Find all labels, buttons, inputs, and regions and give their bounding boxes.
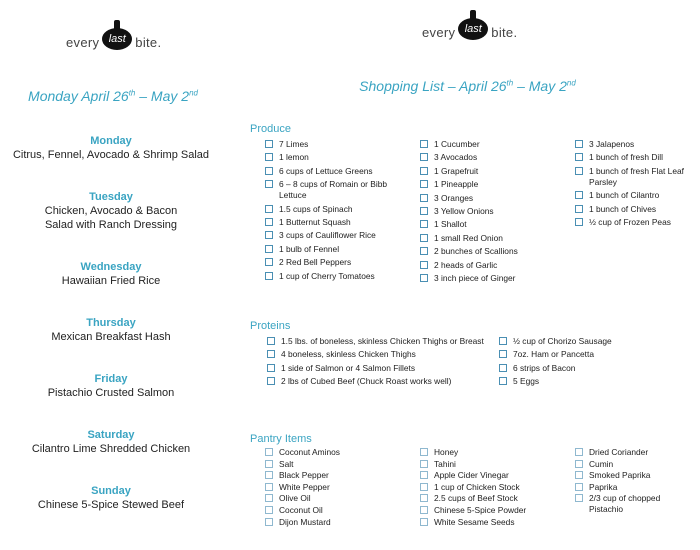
checkbox[interactable]	[265, 494, 273, 502]
checklist-item-label: 1 bunch of fresh Dill	[589, 152, 664, 163]
checkbox[interactable]	[265, 258, 273, 266]
checkbox[interactable]	[265, 506, 273, 514]
checklist-item-label: 3 inch piece of Ginger	[434, 272, 516, 283]
checklist-item-label: 1 cup of Chicken Stock	[434, 481, 520, 492]
checkbox[interactable]	[265, 460, 273, 468]
checklist-item	[420, 179, 570, 190]
checklist-item	[265, 166, 413, 177]
checklist-item-label: 1.5 lbs. of boneless, skinless Chicken Thighs or Breast	[281, 336, 484, 346]
checkbox[interactable]	[575, 205, 583, 213]
checkbox[interactable]	[265, 180, 273, 188]
skillet-logo-icon	[102, 20, 132, 50]
brand-word-bite: bite.	[491, 25, 518, 40]
checkbox[interactable]	[575, 483, 583, 491]
day-tuesday	[0, 190, 222, 232]
checklist-item	[420, 233, 570, 244]
checkbox[interactable]	[575, 153, 583, 161]
checklist-item-label: Coconut Oil	[279, 504, 323, 515]
menu-title: Monday April 26th – May 2nd	[28, 88, 198, 104]
checkbox[interactable]	[499, 364, 507, 372]
day-name: Thursday	[86, 317, 136, 329]
checklist-item	[575, 139, 695, 150]
checkbox[interactable]	[499, 350, 507, 358]
checklist-item-label: Olive Oil	[279, 493, 311, 504]
checkbox[interactable]	[420, 247, 428, 255]
day-monday	[0, 134, 222, 162]
checklist-item	[265, 271, 413, 282]
checklist-item	[420, 260, 570, 271]
checklist-item	[575, 493, 690, 515]
checklist-item-label: 1.5 cups of Spinach	[279, 203, 353, 214]
checklist-item-label: 2 Red Bell Peppers	[279, 257, 352, 268]
checkbox[interactable]	[420, 207, 428, 215]
pantry-column-2	[420, 447, 570, 528]
checkbox[interactable]	[575, 140, 583, 148]
day-wednesday	[0, 260, 222, 288]
brand-word-every: every	[422, 25, 456, 40]
day-friday	[0, 372, 222, 400]
meal-name: Chinese 5-Spice Stewed Beef	[37, 499, 185, 511]
produce-column-3	[575, 139, 695, 230]
meal-name: Mexican Breakfast Hash	[51, 331, 171, 343]
checkbox[interactable]	[420, 220, 428, 228]
checkbox[interactable]	[267, 364, 275, 372]
checklist-item	[420, 206, 570, 217]
checklist-item	[265, 482, 413, 493]
day-saturday	[0, 428, 222, 456]
checklist-item	[265, 139, 413, 150]
checklist-item-label: 1 cup of Cherry Tomatoes	[279, 270, 375, 281]
pantry-heading: Pantry Items	[250, 433, 312, 445]
checkbox[interactable]	[265, 205, 273, 213]
checklist-item	[575, 482, 690, 493]
checklist-item-label: 6 cups of Lettuce Greens	[279, 165, 373, 176]
checklist-item-label: 1 bunch of Chives	[589, 203, 657, 214]
checklist-item-label: 1 Grapefruit	[434, 165, 479, 176]
brand-word-every: every	[66, 35, 100, 50]
day-name: Tuesday	[89, 191, 133, 203]
checkbox[interactable]	[265, 245, 273, 253]
checkbox[interactable]	[265, 483, 273, 491]
proteins-column-1	[267, 336, 492, 390]
checklist-item	[265, 493, 413, 504]
checklist-item	[420, 505, 570, 516]
produce-heading: Produce	[250, 123, 291, 135]
checklist-item	[420, 482, 570, 493]
checklist-item	[267, 349, 492, 360]
checklist-item	[499, 363, 649, 374]
checkbox[interactable]	[575, 448, 583, 456]
checklist-item-label: 3 Jalapenos	[589, 139, 635, 149]
checklist-item	[420, 517, 570, 528]
checklist-item	[265, 517, 413, 528]
pantry-column-1	[265, 447, 413, 528]
checkbox[interactable]	[575, 218, 583, 226]
checkbox[interactable]	[265, 140, 273, 148]
produce-column-1	[265, 139, 413, 284]
checklist-item	[575, 204, 695, 215]
checklist-item-label: 1 side of Salmon or 4 Salmon Fillets	[281, 362, 416, 373]
brand-word-last: last	[108, 32, 126, 45]
skillet-logo-icon	[458, 10, 488, 40]
checklist-item	[420, 219, 570, 230]
checkbox[interactable]	[420, 140, 428, 148]
checkbox[interactable]	[499, 377, 507, 385]
checklist-item-label: Smoked Paprika	[589, 470, 651, 481]
checklist-item	[265, 152, 413, 163]
checklist-item-label: 1 bulb of Fennel	[279, 243, 340, 254]
produce-column-2	[420, 139, 570, 286]
checkbox[interactable]	[420, 471, 428, 479]
checklist-item-label: 7 Limes	[279, 139, 309, 149]
checklist-item	[420, 166, 570, 177]
checkbox[interactable]	[265, 272, 273, 280]
checkbox[interactable]	[575, 460, 583, 468]
checklist-item-label: Apple Cider Vinegar	[434, 470, 509, 481]
checkbox[interactable]	[420, 506, 428, 514]
checklist-item-label: 1 Butternut Squash	[279, 216, 351, 227]
checklist-item-label: 2/3 cup of chopped Pistachio	[589, 493, 661, 515]
day-name: Sunday	[91, 485, 131, 497]
checklist-item	[420, 139, 570, 150]
checklist-item	[420, 273, 570, 284]
meal-name: Salad with Ranch Dressing	[44, 219, 178, 231]
checklist-item-label: Paprika	[589, 481, 618, 492]
checklist-item	[265, 447, 413, 458]
meal-name: Cilantro Lime Shredded Chicken	[31, 443, 191, 455]
brand-logo-right	[422, 10, 517, 40]
checkbox[interactable]	[420, 518, 428, 526]
checklist-item	[420, 447, 570, 458]
day-name: Wednesday	[80, 261, 142, 273]
checkbox[interactable]	[420, 448, 428, 456]
checkbox[interactable]	[267, 337, 275, 345]
checkbox[interactable]	[420, 460, 428, 468]
checklist-item	[265, 230, 413, 241]
checklist-item-label: Honey	[434, 447, 459, 457]
day-thursday	[0, 316, 222, 344]
checklist-item-label: 6 – 8 cups of Romain or Bibb Lettuce	[279, 179, 388, 201]
brand-word-last: last	[464, 22, 482, 35]
checklist-item	[265, 505, 413, 516]
checklist-item	[420, 459, 570, 470]
meal-name: Pistachio Crusted Salmon	[47, 387, 175, 399]
checklist-item-label: Coconut Aminos	[279, 447, 340, 457]
checklist-item	[265, 244, 413, 255]
checkbox[interactable]	[420, 234, 428, 242]
checklist-item-label: 3 Oranges	[434, 192, 474, 203]
checklist-item	[265, 470, 413, 481]
checklist-item	[267, 376, 492, 387]
brand-logo-left	[66, 20, 161, 50]
checkbox[interactable]	[575, 494, 583, 502]
checkbox[interactable]	[499, 337, 507, 345]
checklist-item	[265, 217, 413, 228]
checklist-item-label: Black Pepper	[279, 470, 329, 481]
checklist-item	[499, 336, 649, 347]
checklist-item	[575, 459, 690, 470]
checklist-item	[420, 246, 570, 257]
checklist-item-label: Chinese 5-Spice Powder	[434, 504, 527, 515]
checkbox[interactable]	[265, 231, 273, 239]
checklist-item	[499, 349, 649, 360]
proteins-column-2	[499, 336, 649, 390]
checklist-item-label: 4 boneless, skinless Chicken Thighs	[281, 349, 416, 360]
checklist-item-label: 3 Yellow Onions	[434, 205, 494, 216]
checklist-item	[265, 179, 413, 201]
checklist-item-label: 1 small Red Onion	[434, 232, 503, 243]
checkbox[interactable]	[420, 167, 428, 175]
checklist-item-label: 2 heads of Garlic	[434, 259, 498, 270]
proteins-heading: Proteins	[250, 320, 291, 332]
checklist-item-label: 3 Avocados	[434, 152, 478, 163]
day-name: Saturday	[87, 429, 135, 441]
checklist-item	[420, 152, 570, 163]
checklist-item	[420, 493, 570, 504]
checklist-item-label: 7oz. Ham or Pancetta	[513, 349, 594, 360]
checklist-item-label: 2 bunches of Scallions	[434, 246, 518, 257]
checkbox[interactable]	[420, 494, 428, 502]
checklist-item	[575, 190, 695, 201]
checkbox[interactable]	[267, 350, 275, 358]
checklist-item	[267, 363, 492, 374]
checkbox[interactable]	[420, 261, 428, 269]
checklist-item-label: 6 strips of Bacon	[513, 362, 576, 373]
checkbox[interactable]	[267, 377, 275, 385]
checklist-item	[267, 336, 492, 347]
checklist-item-label: 5 Eggs	[513, 376, 540, 387]
checklist-item	[420, 470, 570, 481]
checkbox[interactable]	[420, 274, 428, 282]
checklist-item-label: Salt	[279, 458, 294, 469]
checklist-item	[575, 470, 690, 481]
checklist-item-label: 1 Shallot	[434, 219, 467, 230]
checklist-item	[575, 152, 695, 163]
checkbox[interactable]	[265, 153, 273, 161]
checklist-item-label: ½ cup of Chorizo Sausage	[513, 336, 612, 346]
checklist-item	[265, 459, 413, 470]
shopping-list-title: Shopping List – April 26th – May 2nd	[359, 78, 576, 94]
checkbox[interactable]	[420, 194, 428, 202]
checklist-item-label: 1 bunch of Cilantro	[589, 190, 660, 201]
checkbox[interactable]	[265, 167, 273, 175]
checklist-item-label: Dried Coriander	[589, 447, 649, 457]
checklist-item	[575, 447, 690, 458]
checkbox[interactable]	[265, 471, 273, 479]
checklist-item-label: Cumin	[589, 458, 614, 469]
checkbox[interactable]	[575, 167, 583, 175]
brand-word-bite: bite.	[135, 35, 162, 50]
checklist-item-label: 3 cups of Cauliflower Rice	[279, 230, 376, 241]
checkbox[interactable]	[420, 180, 428, 188]
meal-name: Chicken, Avocado & Bacon	[44, 205, 178, 217]
checklist-item-label: 2 lbs of Cubed Beef (Chuck Roast works well)	[281, 376, 452, 387]
checklist-item-label: 1 Pineapple	[434, 179, 479, 190]
checkbox[interactable]	[420, 153, 428, 161]
checkbox[interactable]	[575, 191, 583, 199]
checklist-item	[575, 217, 695, 228]
checkbox[interactable]	[265, 218, 273, 226]
checklist-item-label: Dijon Mustard	[279, 516, 331, 527]
checklist-item	[575, 166, 695, 188]
pantry-column-3	[575, 447, 690, 516]
checklist-item	[265, 257, 413, 268]
meal-name: Hawaiian Fried Rice	[61, 275, 161, 287]
checklist-item	[265, 204, 413, 215]
checklist-item-label: White Sesame Seeds	[434, 516, 515, 527]
checkbox[interactable]	[265, 518, 273, 526]
checklist-item-label: Tahini	[434, 458, 456, 469]
checklist-item	[420, 193, 570, 204]
checkbox[interactable]	[265, 448, 273, 456]
day-name: Friday	[94, 373, 128, 385]
checklist-item	[499, 376, 649, 387]
checklist-item-label: 1 bunch of fresh Flat Leaf Parsley	[589, 165, 684, 187]
day-sunday	[0, 484, 222, 512]
meal-name: Citrus, Fennel, Avocado & Shrimp Salad	[12, 149, 210, 161]
day-name: Monday	[90, 135, 132, 147]
checklist-item-label: 1 Cucumber	[434, 139, 480, 149]
checklist-item-label: 2.5 cups of Beef Stock	[434, 493, 518, 504]
checklist-item-label: White Pepper	[279, 481, 330, 492]
checkbox[interactable]	[420, 483, 428, 491]
checklist-item-label: 1 lemon	[279, 152, 309, 163]
checklist-item-label: ½ cup of Frozen Peas	[589, 216, 671, 227]
checkbox[interactable]	[575, 471, 583, 479]
